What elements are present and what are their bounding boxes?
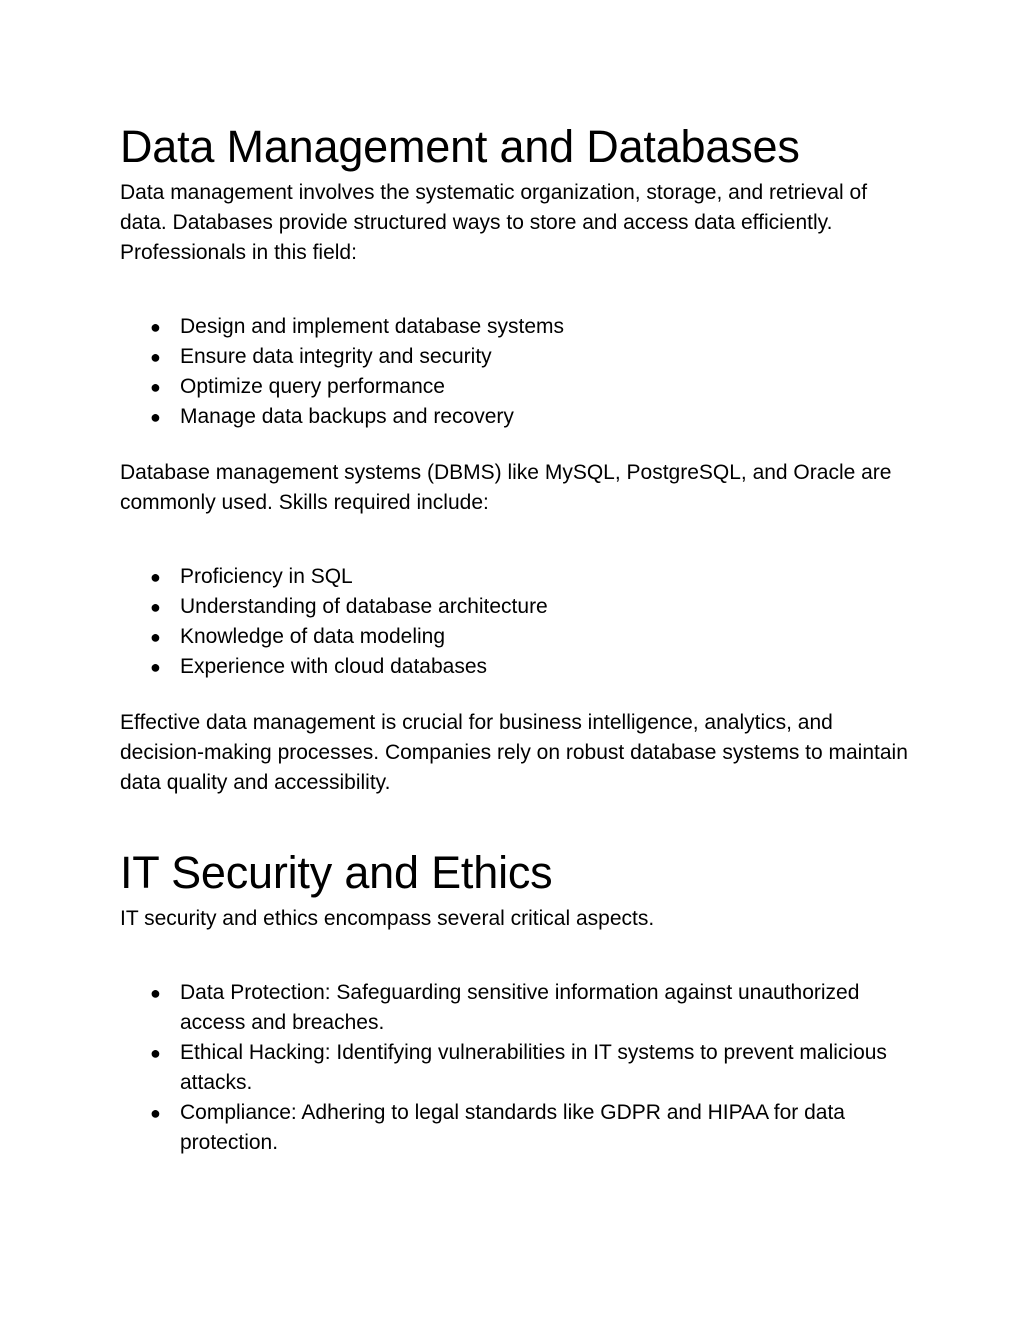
bullet-icon: ● — [150, 317, 161, 337]
document-page — [120, 118, 910, 1158]
bullet-icon: ● — [150, 1103, 161, 1123]
list-item-text: Ensure data integrity and security — [180, 345, 492, 368]
list-item — [120, 312, 910, 342]
list-item — [120, 372, 910, 402]
list-item — [120, 402, 910, 432]
list-item-text: Optimize query performance — [180, 375, 445, 398]
bullet-icon: ● — [150, 627, 161, 647]
list-item — [120, 622, 910, 652]
bullet-icon: ● — [150, 983, 161, 1003]
list-item — [120, 592, 910, 622]
section-heading-data-management: Data Management and Databases — [120, 121, 800, 172]
list-item-text: Knowledge of data modeling — [180, 625, 446, 648]
section-intro-paragraph: Data management involves the systematic organization, storage, and retrieval of data. Databases provide structured ways to store and access data efficiently. Professionals in this field: — [120, 181, 868, 264]
dbms-paragraph: Database management systems (DBMS) like MySQL, PostgreSQL, and Oracle are commonly used. Skills required include: — [120, 461, 892, 514]
list-item-text: Understanding of database architecture — [180, 595, 548, 618]
skills-list — [120, 562, 910, 682]
duties-list — [120, 312, 910, 432]
list-item-text: Design and implement database systems — [180, 315, 565, 338]
list-item — [120, 562, 910, 592]
bullet-icon: ● — [150, 597, 161, 617]
security-aspects-list — [120, 978, 910, 1158]
conclusion-paragraph: Effective data management is crucial for business intelligence, analytics, and decision-making processes. Companies rely on robust database systems to maintain data quality and accessibility. — [120, 711, 908, 794]
list-item — [120, 652, 910, 682]
list-item — [120, 1038, 910, 1098]
list-item — [120, 342, 910, 372]
bullet-icon: ● — [150, 1043, 161, 1063]
section-heading-it-security: IT Security and Ethics — [120, 847, 553, 898]
list-item-text: Experience with cloud databases — [180, 655, 488, 678]
list-item-text: Ethical Hacking: Identifying vulnerabilities in IT systems to prevent malicious attacks. — [180, 1041, 887, 1094]
bullet-icon: ● — [150, 657, 161, 677]
bullet-icon: ● — [150, 567, 161, 587]
list-item-text: Proficiency in SQL — [180, 565, 353, 588]
bullet-icon: ● — [150, 407, 161, 427]
list-item — [120, 978, 910, 1038]
bullet-icon: ● — [150, 347, 161, 367]
list-item-text: Data Protection: Safeguarding sensitive information against unauthorized access and breaches. — [180, 981, 860, 1034]
section-intro-paragraph: IT security and ethics encompass several critical aspects. — [120, 907, 655, 930]
list-item-text: Compliance: Adhering to legal standards like GDPR and HIPAA for data protection. — [180, 1101, 845, 1154]
bullet-icon: ● — [150, 377, 161, 397]
list-item-text: Manage data backups and recovery — [180, 405, 514, 428]
list-item — [120, 1098, 910, 1158]
